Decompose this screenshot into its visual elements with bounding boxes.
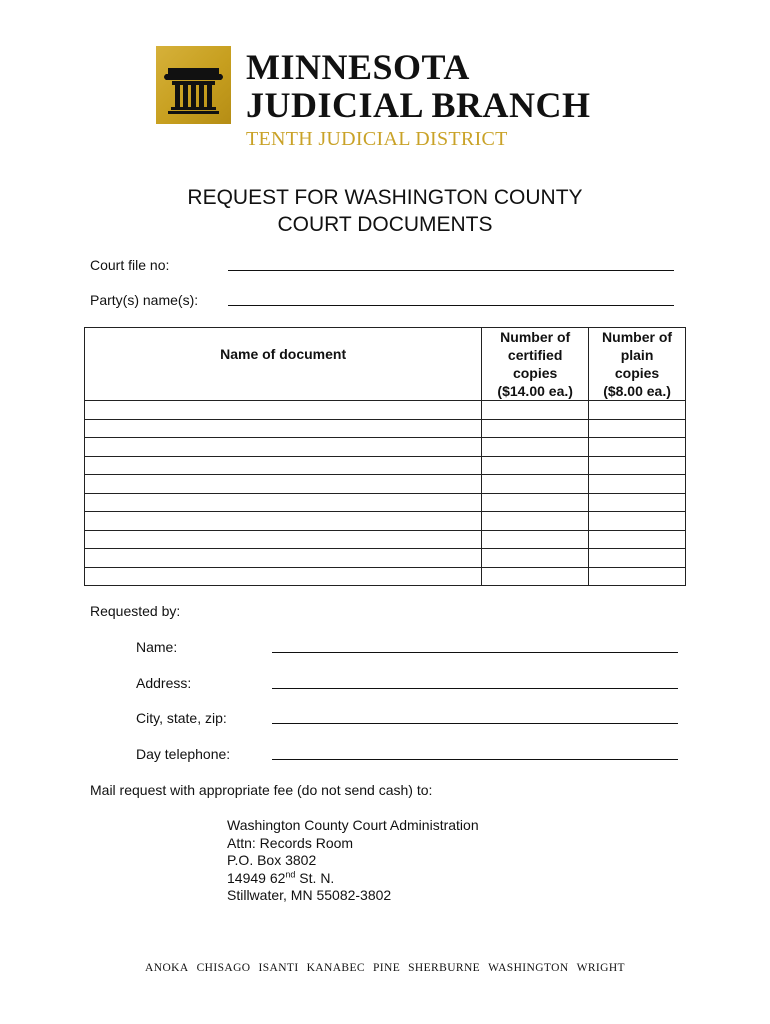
county-name: ISANTI bbox=[258, 962, 299, 974]
certified-copies-cell[interactable] bbox=[482, 419, 589, 438]
name-label: Name: bbox=[136, 639, 178, 655]
address-line-2: Attn: Records Room bbox=[227, 834, 354, 851]
parties-label: Party(s) name(s): bbox=[90, 292, 199, 308]
parties-field[interactable] bbox=[228, 305, 674, 306]
plain-copies-cell[interactable] bbox=[589, 475, 686, 494]
table-row bbox=[85, 530, 686, 549]
county-name: ANOKA bbox=[145, 962, 189, 974]
column-header-plain-copies: Number of plain copies ($8.00 ea.) bbox=[589, 328, 686, 401]
plain-copies-cell[interactable] bbox=[589, 512, 686, 531]
city-state-zip-label: City, state, zip: bbox=[136, 710, 227, 726]
certified-copies-cell[interactable] bbox=[482, 401, 589, 420]
address-line-5: Stillwater, MN 55082-3802 bbox=[227, 887, 392, 903]
footer-county-list bbox=[0, 962, 770, 974]
brand-name-line2: JUDICIAL BRANCH bbox=[246, 85, 591, 125]
column-header-document-name: Name of document bbox=[85, 328, 482, 401]
day-telephone-field[interactable] bbox=[272, 759, 678, 760]
logo bbox=[156, 46, 231, 124]
plain-copies-cell[interactable] bbox=[589, 419, 686, 438]
table-row bbox=[85, 419, 686, 438]
county-name: CHISAGO bbox=[196, 962, 251, 974]
certified-copies-cell[interactable] bbox=[482, 567, 589, 586]
plain-copies-cell[interactable] bbox=[589, 401, 686, 420]
district-name: TENTH JUDICIAL DISTRICT bbox=[246, 128, 508, 150]
plain-copies-cell[interactable] bbox=[589, 438, 686, 457]
table-row bbox=[85, 512, 686, 531]
documents-table bbox=[84, 327, 686, 586]
column-header-certified-copies: Number of certified copies ($14.00 ea.) bbox=[482, 328, 589, 401]
table-row bbox=[85, 493, 686, 512]
certified-copies-cell[interactable] bbox=[482, 456, 589, 475]
plain-copies-cell[interactable] bbox=[589, 530, 686, 549]
certified-copies-cell[interactable] bbox=[482, 493, 589, 512]
document-name-cell[interactable] bbox=[85, 475, 482, 494]
mail-instruction: Mail request with appropriate fee (do not send cash) to: bbox=[90, 782, 433, 798]
document-name-cell[interactable] bbox=[85, 530, 482, 549]
name-field[interactable] bbox=[272, 652, 678, 653]
address-line-1: Washington County Court Administration bbox=[227, 817, 479, 833]
certified-copies-cell[interactable] bbox=[482, 438, 589, 457]
address-label: Address: bbox=[136, 675, 192, 691]
county-name: WASHINGTON bbox=[488, 962, 569, 974]
certified-copies-cell[interactable] bbox=[482, 475, 589, 494]
courthouse-pillar-icon bbox=[156, 46, 231, 124]
plain-copies-cell[interactable] bbox=[589, 493, 686, 512]
document-name-cell[interactable] bbox=[85, 419, 482, 438]
form-title-line2: COURT DOCUMENTS bbox=[277, 213, 493, 236]
table-row bbox=[85, 438, 686, 457]
plain-copies-cell[interactable] bbox=[589, 567, 686, 586]
document-name-cell[interactable] bbox=[85, 512, 482, 531]
county-name: WRIGHT bbox=[576, 962, 625, 974]
plain-copies-cell[interactable] bbox=[589, 549, 686, 568]
document-name-cell[interactable] bbox=[85, 549, 482, 568]
certified-copies-cell[interactable] bbox=[482, 530, 589, 549]
address-field[interactable] bbox=[272, 688, 678, 689]
address-line-4: 14949 62nd St. N. bbox=[227, 868, 335, 886]
table-row bbox=[85, 567, 686, 586]
document-name-cell[interactable] bbox=[85, 567, 482, 586]
table-row bbox=[85, 549, 686, 568]
document-name-cell[interactable] bbox=[85, 401, 482, 420]
requested-by-heading: Requested by: bbox=[90, 603, 181, 619]
form-title-line1: REQUEST FOR WASHINGTON COUNTY bbox=[187, 186, 583, 209]
table-row bbox=[85, 456, 686, 475]
table-row bbox=[85, 401, 686, 420]
county-name: PINE bbox=[372, 962, 401, 974]
court-file-label: Court file no: bbox=[90, 257, 170, 273]
city-state-zip-field[interactable] bbox=[272, 723, 678, 724]
address-line-3: P.O. Box 3802 bbox=[227, 852, 317, 868]
brand-name-line1: MINNESOTA bbox=[246, 47, 470, 87]
county-name: SHERBURNE bbox=[408, 962, 481, 974]
document-name-cell[interactable] bbox=[85, 493, 482, 512]
table-row bbox=[85, 475, 686, 494]
mailing-address bbox=[227, 817, 479, 905]
certified-copies-cell[interactable] bbox=[482, 512, 589, 531]
document-name-cell[interactable] bbox=[85, 456, 482, 475]
county-name: KANABEC bbox=[306, 962, 365, 974]
plain-copies-cell[interactable] bbox=[589, 456, 686, 475]
day-telephone-label: Day telephone: bbox=[136, 746, 231, 762]
document-name-cell[interactable] bbox=[85, 438, 482, 457]
court-file-field[interactable] bbox=[228, 270, 674, 271]
certified-copies-cell[interactable] bbox=[482, 549, 589, 568]
